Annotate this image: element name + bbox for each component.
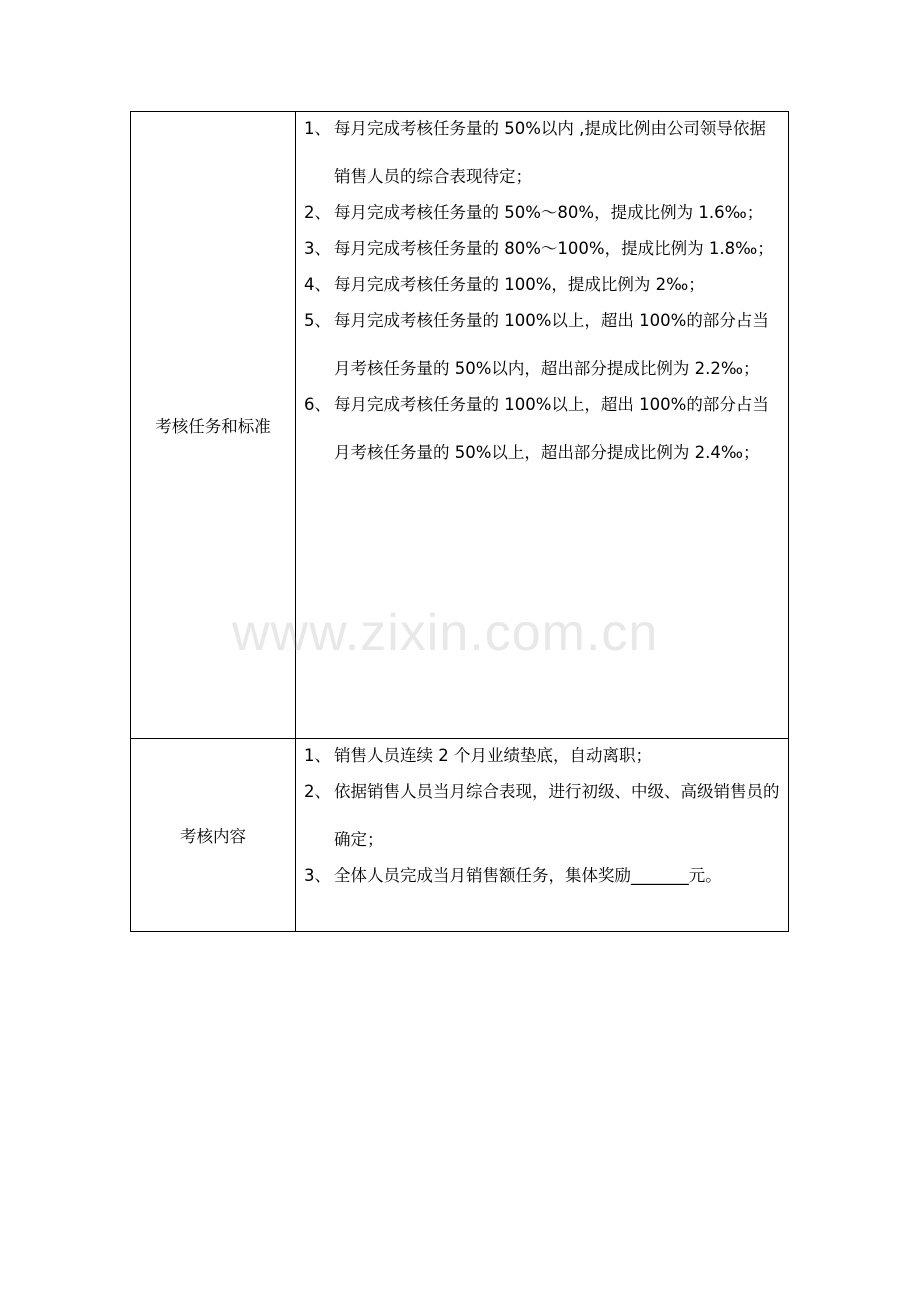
item-text: 每月完成考核任务量的 50%～80%，提成比例为 1.6‰； bbox=[334, 203, 764, 222]
item-text: 销售人员连续 2 个月业绩垫底，自动离职； bbox=[334, 746, 652, 765]
item-text: 每月完成考核任务量的 100%以上，超出 100%的部分占当月考核任务量的 50%以上，超出部分提成比例为 2.4‰； bbox=[334, 395, 769, 462]
item-number: 4、 bbox=[304, 275, 331, 294]
item-text: 依据销售人员当月综合表现，进行初级、中级、高级销售员的确定； bbox=[334, 782, 780, 849]
item-number: 1、 bbox=[304, 746, 331, 765]
item-number: 5、 bbox=[304, 311, 331, 330]
standards-content bbox=[296, 112, 789, 739]
table-row-standards bbox=[131, 112, 789, 739]
list-item bbox=[304, 393, 782, 477]
item-number: 2、 bbox=[304, 203, 331, 222]
item-text: 每月完成考核任务量的 100%以上，超出 100%的部分占当月考核任务量的 50%以内，超出部分提成比例为 2.2‰； bbox=[334, 311, 769, 378]
assessment-table bbox=[130, 111, 789, 932]
item-number: 2、 bbox=[304, 782, 331, 801]
assessment-content bbox=[296, 739, 789, 932]
list-item bbox=[304, 864, 782, 900]
item-text: 全体人员完成当月销售额任务，集体奖励_______元。 bbox=[334, 866, 722, 885]
item-text: 每月完成考核任务量的 50%以内 ,提成比例由公司领导依据销售人员的综合表现待定； bbox=[334, 119, 766, 186]
item-text: 每月完成考核任务量的 100%，提成比例为 2‰； bbox=[334, 275, 705, 294]
item-number: 1、 bbox=[304, 119, 331, 138]
watermark: www.zixin.com.cn bbox=[232, 604, 659, 662]
item-number: 3、 bbox=[304, 866, 331, 885]
item-number: 3、 bbox=[304, 239, 331, 258]
item-text: 每月完成考核任务量的 80%～100%，提成比例为 1.8‰； bbox=[334, 239, 774, 258]
row-label-standards: 考核任务和标准 bbox=[131, 112, 296, 739]
item-number: 6、 bbox=[304, 395, 331, 414]
table-row-content bbox=[131, 739, 789, 932]
row-label-content: 考核内容 bbox=[131, 739, 296, 932]
